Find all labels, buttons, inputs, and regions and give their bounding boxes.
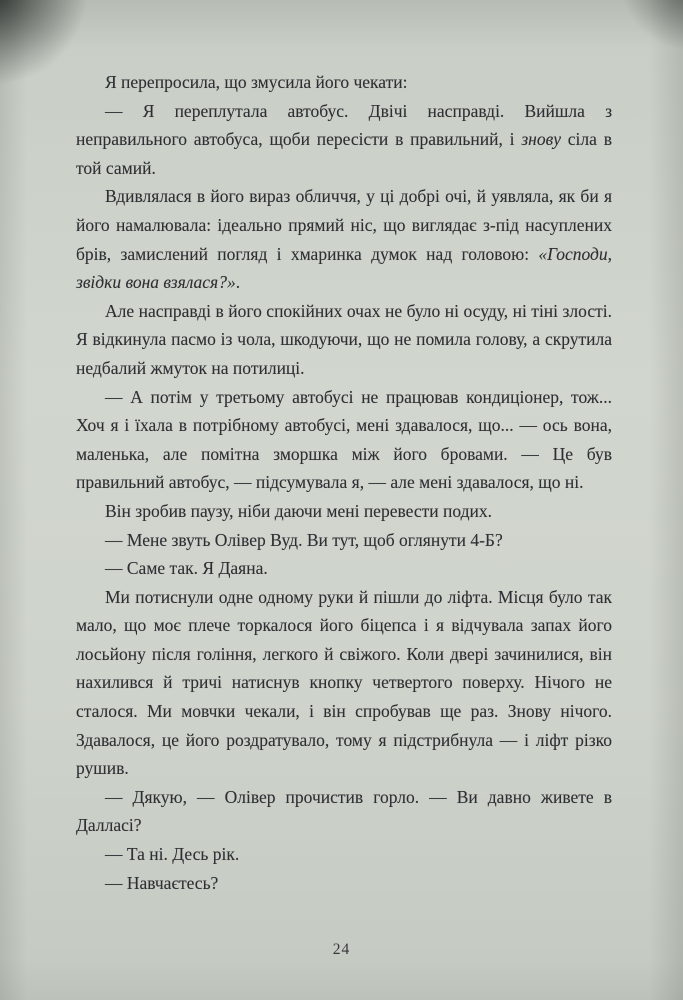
- paragraph-text: сіла в той самий.: [76, 129, 612, 178]
- paragraph-text: Вдивлялася в його вираз обличчя, у ці добрі очі, й уявляла, як би я його намалювала: ідеально прямий ніс, що виглядає з-під насуплених брів, замислений погляд і хмаринка думок над головою:: [76, 186, 612, 264]
- paragraph: Він зробив паузу, ніби даючи мені перевести подих.: [105, 500, 492, 521]
- paragraph: — Та ні. Десь рік.: [105, 844, 240, 865]
- paragraph-text: .: [235, 272, 241, 293]
- paragraph: — А потім у третьому автобусі не працював кондиціонер, тож... Хоч я і їхала в потрібному автобусі, мені здавалося, що... — ось вона, маленька, але помітна зморшка між його бровами. — Це був правильний автобус, — підсумувала я, — але мені здавалося, що ні.: [76, 386, 612, 493]
- paragraph: — Саме так. Я Даяна.: [105, 558, 268, 579]
- paragraph-text: — Я переплутала автобус. Двічі насправді. Вийшла з неправильного автобуса, щоби пересісти в правильний, і: [76, 100, 612, 150]
- page-text: [76, 68, 612, 897]
- paragraph: [76, 182, 612, 296]
- paragraph: Ми потиснули одне одному руки й пішли до ліфта. Місця було так мало, що моє плече торкалося його біцепса і я відчувала запах його лосьйону після гоління, легкого й свіжого. Коли двері зачинилися, він нахилився й тричі натиснув кнопку четвертого поверху. Нічого не сталося. Ми мовчки чекали, і він спробував ще раз. Знову нічого. Здавалося, це його роздратувало, тому я підстрибнула — і ліфт різко рушив.: [76, 586, 612, 779]
- paragraph: Але насправді в його спокійних очах не було ні осуду, ні тіні злості. Я відкинула пасмо із чола, шкодуючи, що не помила голову, а скрутила недбалий жмуток на потилиці.: [76, 300, 612, 378]
- paragraph: — Мене звуть Олівер Вуд. Ви тут, щоб оглянути 4-Б?: [105, 529, 503, 550]
- paragraph: [76, 97, 612, 183]
- paragraph: — Навчаєтесь?: [105, 872, 219, 893]
- italic-quote: «Господи, звідки вона взялася?»: [76, 243, 612, 293]
- paragraph: Я перепросила, що змусила його чекати:: [105, 72, 408, 92]
- italic-word: знову: [521, 129, 561, 150]
- paragraph: — Дякую, — Олівер прочистив горло. — Ви давно живете в Далласі?: [76, 786, 612, 836]
- page-number: 24: [332, 941, 351, 958]
